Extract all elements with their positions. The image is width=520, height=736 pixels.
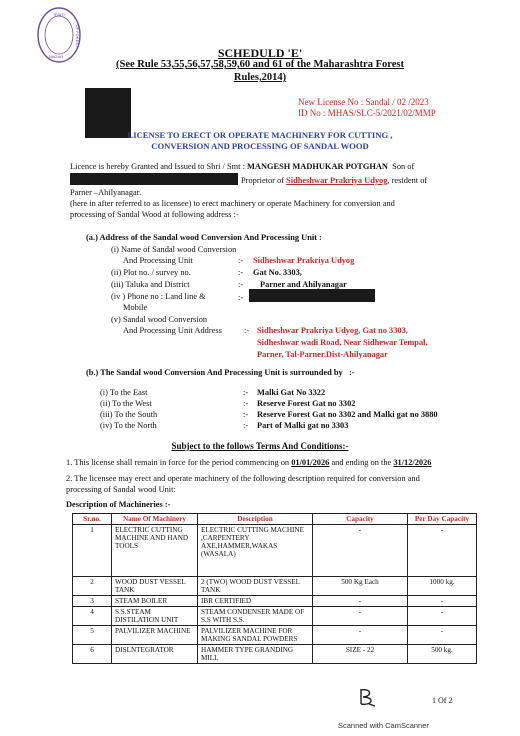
table-row xyxy=(73,626,477,645)
terms-title: Subject to the follows Terms And Conditions:- xyxy=(171,441,349,451)
new-license-number: New License No : Sandal / 02 /2023 xyxy=(298,97,429,107)
cell-sr: 1 xyxy=(73,525,112,577)
plot-label: (ii) Plot no. / survey no. xyxy=(111,268,191,277)
taluka-label: (iii) Taluka and District xyxy=(111,280,190,289)
end-date: 31/12/2026 xyxy=(393,458,432,467)
schedule-title: SCHEDULD 'E' xyxy=(217,46,303,60)
cell-capacity: - xyxy=(313,596,408,607)
license-heading-line2: CONVERSION AND PROCESSING OF SANDAL WOOD xyxy=(151,141,369,151)
cell-capacity: - xyxy=(313,525,408,577)
taluka-value: Parner and Ahilyanagar xyxy=(260,280,347,289)
svg-text:OF FOREST: OF FOREST xyxy=(75,24,80,48)
machinery-table xyxy=(72,513,477,664)
cell-name: STEAM BOILER xyxy=(112,596,198,607)
cell-sr: 6 xyxy=(73,645,112,664)
cell-capacity: - xyxy=(313,626,408,645)
start-date: 01/01/2026 xyxy=(291,458,330,467)
boundary-east-label: (i) To the East xyxy=(100,388,148,397)
cell-sr: 3 xyxy=(73,596,112,607)
cell-capacity: SIZE - 22 xyxy=(313,645,408,664)
cell-sr: 5 xyxy=(73,626,112,645)
unit-name-value: Sidheshwar Prakriya Udyog xyxy=(253,256,355,265)
cell-sr: 2 xyxy=(73,577,112,596)
separator: :- xyxy=(243,421,249,430)
licensee-name: MANGESH MADHUKAR POTGHAN xyxy=(247,162,388,171)
rule-reference-line1: (See Rule 53,55,56,57,58,59,60 and 61 of the Maharashtra Forest xyxy=(116,59,404,70)
cell-name: S.S.STEAM DISTILATION UNIT xyxy=(112,607,198,626)
license-heading-line1: LICENSE TO ERECT OR OPERATE MACHINERY FOR CUTTING , xyxy=(127,130,393,140)
signature-mark xyxy=(357,686,379,708)
licensee-line: Licence is hereby Granted and Issued to Shri / Smt : MANGESH MADHUKAR POTGHAN Son of xyxy=(70,162,415,171)
separator: :- xyxy=(238,280,244,289)
separator: :- xyxy=(238,256,244,265)
redacted-father-name xyxy=(70,173,238,185)
intro-line5: processing of Sandal Wood at following address :- xyxy=(70,210,239,219)
address-label-1: (v) Sandal wood Conversion xyxy=(111,315,208,324)
redacted-phone xyxy=(249,289,375,302)
address-label-2: And Processing Unit Address xyxy=(123,326,222,335)
proprietor-line: Proprietor of Sidheshwar Prakriya Udyog, resident of xyxy=(241,176,428,185)
residence-line: Parner –Ahilyanagar. xyxy=(70,188,142,197)
separator: :- xyxy=(238,268,244,277)
header-name: Name Of Machinery xyxy=(112,514,198,525)
phone-label-1: (iv ) Phone no : Land line & xyxy=(111,292,206,301)
header-capacity: Capacity xyxy=(313,514,408,525)
boundary-north-label: (iv) To the North xyxy=(100,421,157,430)
cell-sr: 4 xyxy=(73,607,112,626)
cell-capacity: - xyxy=(313,607,408,626)
header-description: Description xyxy=(198,514,313,525)
separator: :- xyxy=(243,399,249,408)
cell-per-day: - xyxy=(408,607,477,626)
table-row xyxy=(73,607,477,626)
cell-per-day: 500 kg. xyxy=(408,645,477,664)
address-value-3: Parner, Tal-Parner.Dist-Ahilyanagar xyxy=(257,350,388,359)
cell-description: STEAM CONDENSER MADE OF S.S WITH S.S. xyxy=(198,607,313,626)
boundary-west-label: (ii) To the West xyxy=(100,399,152,408)
address-value-2: Sidheshwar wadi Road, Near Sidhewar Tempal, xyxy=(257,338,428,347)
section-a-title: (a.) Address of the Sandal wood Conversion And Processing Unit : xyxy=(86,233,322,242)
separator: :- xyxy=(243,410,249,419)
cell-per-day: - xyxy=(408,596,477,607)
table-row xyxy=(73,596,477,607)
unit-name-label-2: And Processing Unit xyxy=(123,256,193,265)
header-srno: Sr.no. xyxy=(73,514,112,525)
separator: :- xyxy=(244,326,250,335)
cell-per-day: - xyxy=(408,626,477,645)
machinery-title: Description of Machineries :- xyxy=(66,500,171,509)
firm-name: Sidheshwar Prakriya Udyog xyxy=(286,176,388,185)
boundary-south-value: Reserve Forest Gat no 3302 and Malki gat no 3880 xyxy=(257,410,438,419)
cell-per-day: 1000 kg. xyxy=(408,577,477,596)
header-per-day-capacity: Per Day Capacity xyxy=(408,514,477,525)
cell-name: DISLNTEGRATOR xyxy=(112,645,198,664)
camscanner-watermark: Scanned with CamScanner xyxy=(338,721,429,730)
svg-text:RVATI: RVATI xyxy=(53,12,65,17)
table-row xyxy=(73,645,477,664)
boundary-east-value: Malki Gat No 3322 xyxy=(257,388,326,397)
separator: :- xyxy=(243,388,249,397)
cell-capacity: 500 Kg Each xyxy=(313,577,408,596)
cell-description: IBR CERTIFIED xyxy=(198,596,313,607)
cell-description: PALVILIZER MACHINE FOR MAKING SANDAL POWDERS xyxy=(198,626,313,645)
table-header-row xyxy=(73,514,477,525)
table-row xyxy=(73,525,477,577)
cell-description: 2 (TWO) WOOD DUST VESSEL TANK xyxy=(198,577,313,596)
cell-name: ELECTRIC CUTTING MACHINE AND HAND TOOLS xyxy=(112,525,198,577)
boundary-south-label: (iii) To the South xyxy=(100,410,158,419)
separator: :- xyxy=(238,293,244,302)
license-id-number: ID No : MHAS/SLC-5/2021/02/MMP xyxy=(298,108,436,118)
term-2-line1: 2. The licensee may erect and operate machinery of the following description required for conversion and xyxy=(66,474,420,483)
cell-description: HAMMER TYPE GRANDING MILL xyxy=(198,645,313,664)
plot-value: Gat No. 3303, xyxy=(253,268,302,277)
intro-line4: (here in after referred to as licensee) to erect machinery or operate Machinery for conversion and xyxy=(70,199,395,208)
rule-reference-line2: Rules,2014) xyxy=(233,72,287,83)
cell-description: ELECTRIC CUTTING MACHINE ,CARPENTERY AXE,HAMMER,WAKAS (WASALA) xyxy=(198,525,313,577)
cell-name: PALVILIZER MACHINE xyxy=(112,626,198,645)
table-row xyxy=(73,577,477,596)
phone-label-2: Mobile xyxy=(123,303,148,312)
cell-per-day: - xyxy=(408,525,477,577)
cell-name: WOOD DUST VESSEL TANK xyxy=(112,577,198,596)
term-1: 1. This license shall remain in force for the period commencing on 01/01/2026 and ending on the 31/12/2026 xyxy=(66,458,432,467)
unit-name-label-1: (i) Name of Sandal wood Conversion xyxy=(111,245,237,254)
svg-text:NAGAR: NAGAR xyxy=(48,54,64,59)
address-value-1: Sidheshwar Prakriya Udyog, Gat no 3303, xyxy=(257,326,408,335)
page-number: 1 Of 2 xyxy=(432,696,453,705)
term-2-line2: processing of Sandal wood Unit: xyxy=(66,485,176,494)
section-b-title: (b.) The Sandal wood Conversion And Processing Unit is surrounded by :- xyxy=(86,368,355,377)
boundary-north-value: Part of Malki gat no 3303 xyxy=(257,421,349,430)
boundary-west-value: Reserve Forest Gat no 3302 xyxy=(257,399,356,408)
